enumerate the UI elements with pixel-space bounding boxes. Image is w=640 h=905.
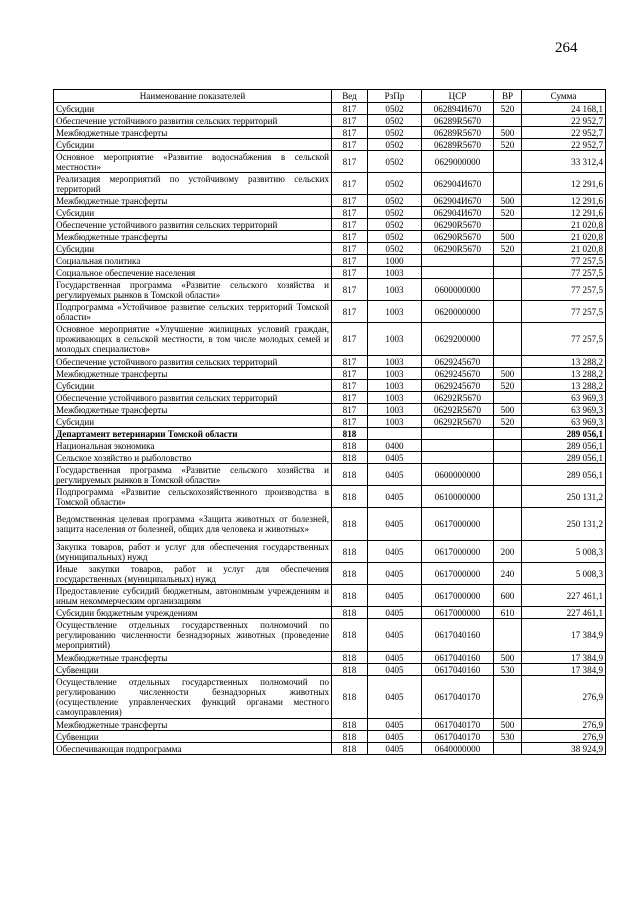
cell-vr <box>494 151 522 173</box>
cell-vr <box>494 301 522 323</box>
cell-name: Государственная программа «Развитие сельского хозяйства и регулируемых рынков в Томской области» <box>54 464 332 486</box>
cell-name: Межбюджетные трансферты <box>54 652 332 664</box>
cell-rzpr: 0405 <box>368 486 422 508</box>
cell-ved: 818 <box>332 664 368 676</box>
cell-name: Департамент ветеринарии Томской области <box>54 428 332 440</box>
cell-rzpr: 0502 <box>368 139 422 151</box>
cell-csr: 062904И670 <box>422 195 494 207</box>
cell-vr: 240 <box>494 563 522 585</box>
cell-ved: 818 <box>332 452 368 464</box>
cell-name: Субсидии <box>54 416 332 428</box>
cell-vr <box>494 486 522 508</box>
cell-name: Государственная программа «Развитие сельского хозяйства и регулируемых рынков в Томской области» <box>54 279 332 301</box>
table-row <box>54 619 606 652</box>
cell-sum: 250 131,2 <box>522 486 606 508</box>
cell-rzpr: 1003 <box>368 279 422 301</box>
table-row <box>54 173 606 195</box>
table-row <box>54 486 606 508</box>
cell-csr: 0629245670 <box>422 380 494 392</box>
cell-vr: 200 <box>494 541 522 563</box>
cell-sum: 5 008,3 <box>522 541 606 563</box>
cell-name: Подпрограмма «Устойчивое развитие сельских территорий Томской области» <box>54 301 332 323</box>
cell-ved: 818 <box>332 585 368 607</box>
cell-rzpr: 0405 <box>368 731 422 743</box>
cell-rzpr: 0405 <box>368 676 422 719</box>
cell-sum: 227 461,1 <box>522 607 606 619</box>
cell-ved: 817 <box>332 243 368 255</box>
table-row <box>54 585 606 607</box>
cell-vr <box>494 219 522 231</box>
cell-rzpr: 0502 <box>368 127 422 139</box>
cell-csr: 06290R5670 <box>422 243 494 255</box>
table-row <box>54 541 606 563</box>
cell-vr <box>494 392 522 404</box>
cell-rzpr: 0405 <box>368 743 422 755</box>
cell-name: Межбюджетные трансферты <box>54 368 332 380</box>
cell-ved: 817 <box>332 368 368 380</box>
header-row <box>54 90 606 103</box>
cell-csr: 06289R5670 <box>422 115 494 127</box>
cell-vr: 500 <box>494 652 522 664</box>
table-row <box>54 151 606 173</box>
cell-csr: 0617040170 <box>422 676 494 719</box>
cell-ved: 817 <box>332 279 368 301</box>
cell-name: Межбюджетные трансферты <box>54 404 332 416</box>
cell-ved: 818 <box>332 440 368 452</box>
column-header-vr: ВР <box>494 90 522 103</box>
cell-vr <box>494 676 522 719</box>
cell-vr: 500 <box>494 195 522 207</box>
cell-ved: 817 <box>332 380 368 392</box>
cell-csr: 06290R5670 <box>422 219 494 231</box>
cell-vr: 610 <box>494 607 522 619</box>
cell-csr: 0617040170 <box>422 719 494 731</box>
cell-name: Подпрограмма «Развитие сельскохозяйственного производства в Томской области» <box>54 486 332 508</box>
cell-sum: 77 257,5 <box>522 279 606 301</box>
cell-rzpr: 0502 <box>368 231 422 243</box>
cell-name: Субсидии бюджетным учреждениям <box>54 607 332 619</box>
cell-vr: 600 <box>494 585 522 607</box>
cell-csr: 062904И670 <box>422 173 494 195</box>
cell-sum: 21 020,8 <box>522 219 606 231</box>
cell-csr: 0629245670 <box>422 356 494 368</box>
cell-vr: 500 <box>494 719 522 731</box>
cell-csr: 0617040160 <box>422 664 494 676</box>
cell-name: Субсидии <box>54 207 332 219</box>
cell-vr: 500 <box>494 404 522 416</box>
cell-csr: 062904И670 <box>422 207 494 219</box>
cell-rzpr: 0502 <box>368 219 422 231</box>
cell-rzpr: 1003 <box>368 323 422 356</box>
cell-csr: 0600000000 <box>422 464 494 486</box>
cell-rzpr: 0405 <box>368 508 422 541</box>
cell-sum: 276,9 <box>522 719 606 731</box>
table-row <box>54 452 606 464</box>
cell-vr <box>494 279 522 301</box>
cell-sum: 289 056,1 <box>522 440 606 452</box>
cell-sum: 12 291,6 <box>522 173 606 195</box>
cell-sum: 12 291,6 <box>522 195 606 207</box>
cell-csr: 06292R5670 <box>422 416 494 428</box>
cell-rzpr: 0405 <box>368 452 422 464</box>
cell-ved: 818 <box>332 743 368 755</box>
cell-name: Реализация мероприятий по устойчивому развитию сельских территорий <box>54 173 332 195</box>
cell-sum: 12 291,6 <box>522 207 606 219</box>
table-row <box>54 127 606 139</box>
cell-rzpr: 0502 <box>368 151 422 173</box>
cell-ved: 818 <box>332 541 368 563</box>
cell-name: Субсидии <box>54 380 332 392</box>
cell-vr: 520 <box>494 416 522 428</box>
table-row <box>54 428 606 440</box>
cell-name: Субвенции <box>54 664 332 676</box>
page-number: 264 <box>555 40 578 56</box>
cell-rzpr: 1003 <box>368 392 422 404</box>
cell-ved: 817 <box>332 392 368 404</box>
cell-rzpr: 1003 <box>368 301 422 323</box>
cell-rzpr: 0502 <box>368 103 422 115</box>
cell-name: Ведомственная целевая программа «Защита животных от болезней, защита населения от болезней, общих для человека и животных» <box>54 508 332 541</box>
cell-sum: 13 288,2 <box>522 380 606 392</box>
cell-csr <box>422 255 494 267</box>
cell-rzpr: 0405 <box>368 664 422 676</box>
cell-name: Межбюджетные трансферты <box>54 195 332 207</box>
cell-sum: 24 168,1 <box>522 103 606 115</box>
cell-csr: 0617000000 <box>422 541 494 563</box>
table-row <box>54 607 606 619</box>
table-row <box>54 416 606 428</box>
table-row <box>54 676 606 719</box>
cell-ved: 818 <box>332 428 368 440</box>
cell-csr: 0629200000 <box>422 323 494 356</box>
cell-vr: 500 <box>494 231 522 243</box>
cell-ved: 817 <box>332 301 368 323</box>
cell-rzpr: 0502 <box>368 173 422 195</box>
cell-sum: 289 056,1 <box>522 464 606 486</box>
cell-name: Осуществление отдельных государственных полномочий по регулированию численности безнадзорных животных (осуществление управленческих функций органами местного самоуправления) <box>54 676 332 719</box>
cell-csr: 0617000000 <box>422 508 494 541</box>
cell-ved: 818 <box>332 676 368 719</box>
budget-table <box>53 89 606 755</box>
table-row <box>54 652 606 664</box>
cell-ved: 817 <box>332 151 368 173</box>
cell-sum: 22 952,7 <box>522 115 606 127</box>
cell-vr <box>494 619 522 652</box>
cell-vr <box>494 267 522 279</box>
cell-sum: 21 020,8 <box>522 231 606 243</box>
table-row <box>54 356 606 368</box>
cell-sum: 22 952,7 <box>522 127 606 139</box>
cell-rzpr: 1003 <box>368 356 422 368</box>
cell-ved: 818 <box>332 719 368 731</box>
table-row <box>54 404 606 416</box>
cell-rzpr: 0502 <box>368 207 422 219</box>
cell-csr: 0629245670 <box>422 368 494 380</box>
cell-ved: 817 <box>332 323 368 356</box>
cell-ved: 817 <box>332 416 368 428</box>
cell-sum: 5 008,3 <box>522 563 606 585</box>
cell-sum: 21 020,8 <box>522 243 606 255</box>
cell-csr: 0617000000 <box>422 563 494 585</box>
cell-vr <box>494 508 522 541</box>
cell-ved: 817 <box>332 219 368 231</box>
column-header-sum: Сумма <box>522 90 606 103</box>
cell-sum: 250 131,2 <box>522 508 606 541</box>
table-row <box>54 243 606 255</box>
table-body <box>54 103 606 755</box>
cell-sum: 77 257,5 <box>522 267 606 279</box>
cell-name: Обеспечение устойчивого развития сельских территорий <box>54 115 332 127</box>
table-row <box>54 219 606 231</box>
cell-vr <box>494 323 522 356</box>
cell-ved: 818 <box>332 607 368 619</box>
cell-csr: 06292R5670 <box>422 404 494 416</box>
table-row <box>54 508 606 541</box>
cell-sum: 289 056,1 <box>522 452 606 464</box>
cell-ved: 818 <box>332 464 368 486</box>
cell-name: Субвенции <box>54 731 332 743</box>
cell-ved: 817 <box>332 103 368 115</box>
cell-vr <box>494 464 522 486</box>
cell-sum: 289 056,1 <box>522 428 606 440</box>
cell-csr <box>422 440 494 452</box>
table-row <box>54 207 606 219</box>
cell-vr: 500 <box>494 368 522 380</box>
table-row <box>54 103 606 115</box>
cell-rzpr: 0400 <box>368 440 422 452</box>
table-row <box>54 139 606 151</box>
column-header-ved: Вед <box>332 90 368 103</box>
cell-name: Предоставление субсидий бюджетным, автономным учреждениям и иным некоммерческим организациям <box>54 585 332 607</box>
cell-ved: 818 <box>332 731 368 743</box>
cell-vr <box>494 428 522 440</box>
table-row <box>54 380 606 392</box>
table-row <box>54 255 606 267</box>
cell-ved: 817 <box>332 115 368 127</box>
cell-name: Основное мероприятие «Развитие водоснабжения в сельской местности» <box>54 151 332 173</box>
cell-ved: 818 <box>332 563 368 585</box>
cell-rzpr: 0405 <box>368 585 422 607</box>
cell-name: Социальное обеспечение населения <box>54 267 332 279</box>
cell-rzpr: 0502 <box>368 243 422 255</box>
cell-sum: 22 952,7 <box>522 139 606 151</box>
cell-name: Обеспечение устойчивого развития сельских территорий <box>54 219 332 231</box>
cell-sum: 63 969,3 <box>522 416 606 428</box>
cell-csr: 06289R5670 <box>422 127 494 139</box>
cell-vr: 520 <box>494 207 522 219</box>
cell-name: Межбюджетные трансферты <box>54 719 332 731</box>
cell-vr <box>494 743 522 755</box>
cell-sum: 77 257,5 <box>522 255 606 267</box>
cell-rzpr: 0405 <box>368 607 422 619</box>
cell-csr: 0617040170 <box>422 731 494 743</box>
cell-sum: 63 969,3 <box>522 392 606 404</box>
cell-name: Иные закупки товаров, работ и услуг для обеспечения государственных (муниципальных) нужд <box>54 563 332 585</box>
cell-sum: 77 257,5 <box>522 323 606 356</box>
table-row <box>54 368 606 380</box>
cell-sum: 13 288,2 <box>522 356 606 368</box>
cell-csr: 062894И670 <box>422 103 494 115</box>
cell-sum: 227 461,1 <box>522 585 606 607</box>
cell-name: Субсидии <box>54 103 332 115</box>
cell-csr <box>422 267 494 279</box>
table-row <box>54 731 606 743</box>
cell-ved: 817 <box>332 139 368 151</box>
cell-ved: 817 <box>332 173 368 195</box>
cell-ved: 818 <box>332 508 368 541</box>
table-row <box>54 664 606 676</box>
table-row <box>54 195 606 207</box>
cell-ved: 818 <box>332 652 368 664</box>
cell-csr: 0617040160 <box>422 619 494 652</box>
cell-ved: 817 <box>332 127 368 139</box>
cell-rzpr: 1003 <box>368 404 422 416</box>
cell-rzpr: 1003 <box>368 267 422 279</box>
cell-name: Закупка товаров, работ и услуг для обеспечения государственных (муниципальных) нужд <box>54 541 332 563</box>
column-header-csr: ЦСР <box>422 90 494 103</box>
cell-name: Обеспечивающая подпрограмма <box>54 743 332 755</box>
cell-csr: 0629000000 <box>422 151 494 173</box>
cell-sum: 17 384,9 <box>522 664 606 676</box>
cell-vr: 520 <box>494 243 522 255</box>
table-row <box>54 563 606 585</box>
cell-sum: 38 924,9 <box>522 743 606 755</box>
cell-ved: 817 <box>332 356 368 368</box>
cell-name: Межбюджетные трансферты <box>54 127 332 139</box>
cell-name: Национальная экономика <box>54 440 332 452</box>
table-row <box>54 440 606 452</box>
table-row <box>54 301 606 323</box>
cell-sum: 17 384,9 <box>522 619 606 652</box>
cell-vr <box>494 173 522 195</box>
table-header <box>54 90 606 103</box>
cell-csr <box>422 428 494 440</box>
cell-csr: 0640000000 <box>422 743 494 755</box>
cell-ved: 817 <box>332 267 368 279</box>
cell-name: Межбюджетные трансферты <box>54 231 332 243</box>
cell-csr: 0610000000 <box>422 486 494 508</box>
cell-sum: 13 288,2 <box>522 368 606 380</box>
cell-vr <box>494 440 522 452</box>
cell-sum: 33 312,4 <box>522 151 606 173</box>
cell-rzpr <box>368 428 422 440</box>
cell-name: Субсидии <box>54 243 332 255</box>
cell-csr <box>422 452 494 464</box>
cell-ved: 817 <box>332 255 368 267</box>
cell-vr: 520 <box>494 139 522 151</box>
cell-ved: 817 <box>332 207 368 219</box>
cell-csr: 06290R5670 <box>422 231 494 243</box>
cell-vr <box>494 255 522 267</box>
cell-csr: 0600000000 <box>422 279 494 301</box>
cell-ved: 818 <box>332 486 368 508</box>
cell-vr <box>494 452 522 464</box>
cell-vr: 530 <box>494 664 522 676</box>
cell-name: Субсидии <box>54 139 332 151</box>
cell-sum: 63 969,3 <box>522 404 606 416</box>
cell-rzpr: 0405 <box>368 719 422 731</box>
cell-csr: 0617040160 <box>422 652 494 664</box>
cell-ved: 817 <box>332 404 368 416</box>
cell-name: Основное мероприятие «Улучшение жилищных условий граждан, проживающих в сельской местности, в том числе молодых семей и молодых специалистов» <box>54 323 332 356</box>
cell-name: Обеспечение устойчивого развития сельских территорий <box>54 392 332 404</box>
cell-rzpr: 0502 <box>368 195 422 207</box>
cell-vr: 520 <box>494 380 522 392</box>
cell-rzpr: 0405 <box>368 541 422 563</box>
cell-rzpr: 1003 <box>368 380 422 392</box>
cell-sum: 77 257,5 <box>522 301 606 323</box>
cell-csr: 0617000000 <box>422 585 494 607</box>
table-row <box>54 115 606 127</box>
table-row <box>54 464 606 486</box>
cell-ved: 817 <box>332 195 368 207</box>
cell-rzpr: 1000 <box>368 255 422 267</box>
cell-vr: 530 <box>494 731 522 743</box>
cell-name: Сельское хозяйство и рыболовство <box>54 452 332 464</box>
cell-rzpr: 1003 <box>368 368 422 380</box>
column-header-name: Наименование показателей <box>54 90 332 103</box>
cell-vr: 520 <box>494 103 522 115</box>
cell-rzpr: 0405 <box>368 652 422 664</box>
table-row <box>54 279 606 301</box>
cell-vr: 500 <box>494 127 522 139</box>
table-row <box>54 231 606 243</box>
cell-ved: 818 <box>332 619 368 652</box>
cell-name: Осуществление отдельных государственных полномочий по регулированию численности безнадзорных животных (проведение мероприятий) <box>54 619 332 652</box>
cell-rzpr: 0502 <box>368 115 422 127</box>
cell-sum: 17 384,9 <box>522 652 606 664</box>
cell-csr: 0620000000 <box>422 301 494 323</box>
table-row <box>54 323 606 356</box>
cell-csr: 06289R5670 <box>422 139 494 151</box>
cell-name: Обеспечение устойчивого развития сельских территорий <box>54 356 332 368</box>
cell-csr: 06292R5670 <box>422 392 494 404</box>
cell-ved: 817 <box>332 231 368 243</box>
cell-rzpr: 1003 <box>368 416 422 428</box>
table-row <box>54 392 606 404</box>
cell-sum: 276,9 <box>522 731 606 743</box>
cell-name: Социальная политика <box>54 255 332 267</box>
cell-rzpr: 0405 <box>368 619 422 652</box>
cell-vr <box>494 115 522 127</box>
cell-rzpr: 0405 <box>368 464 422 486</box>
cell-rzpr: 0405 <box>368 563 422 585</box>
table-row <box>54 743 606 755</box>
table-row <box>54 719 606 731</box>
cell-vr <box>494 356 522 368</box>
column-header-rzpr: РзПр <box>368 90 422 103</box>
cell-csr: 0617000000 <box>422 607 494 619</box>
table-row <box>54 267 606 279</box>
cell-sum: 276,9 <box>522 676 606 719</box>
